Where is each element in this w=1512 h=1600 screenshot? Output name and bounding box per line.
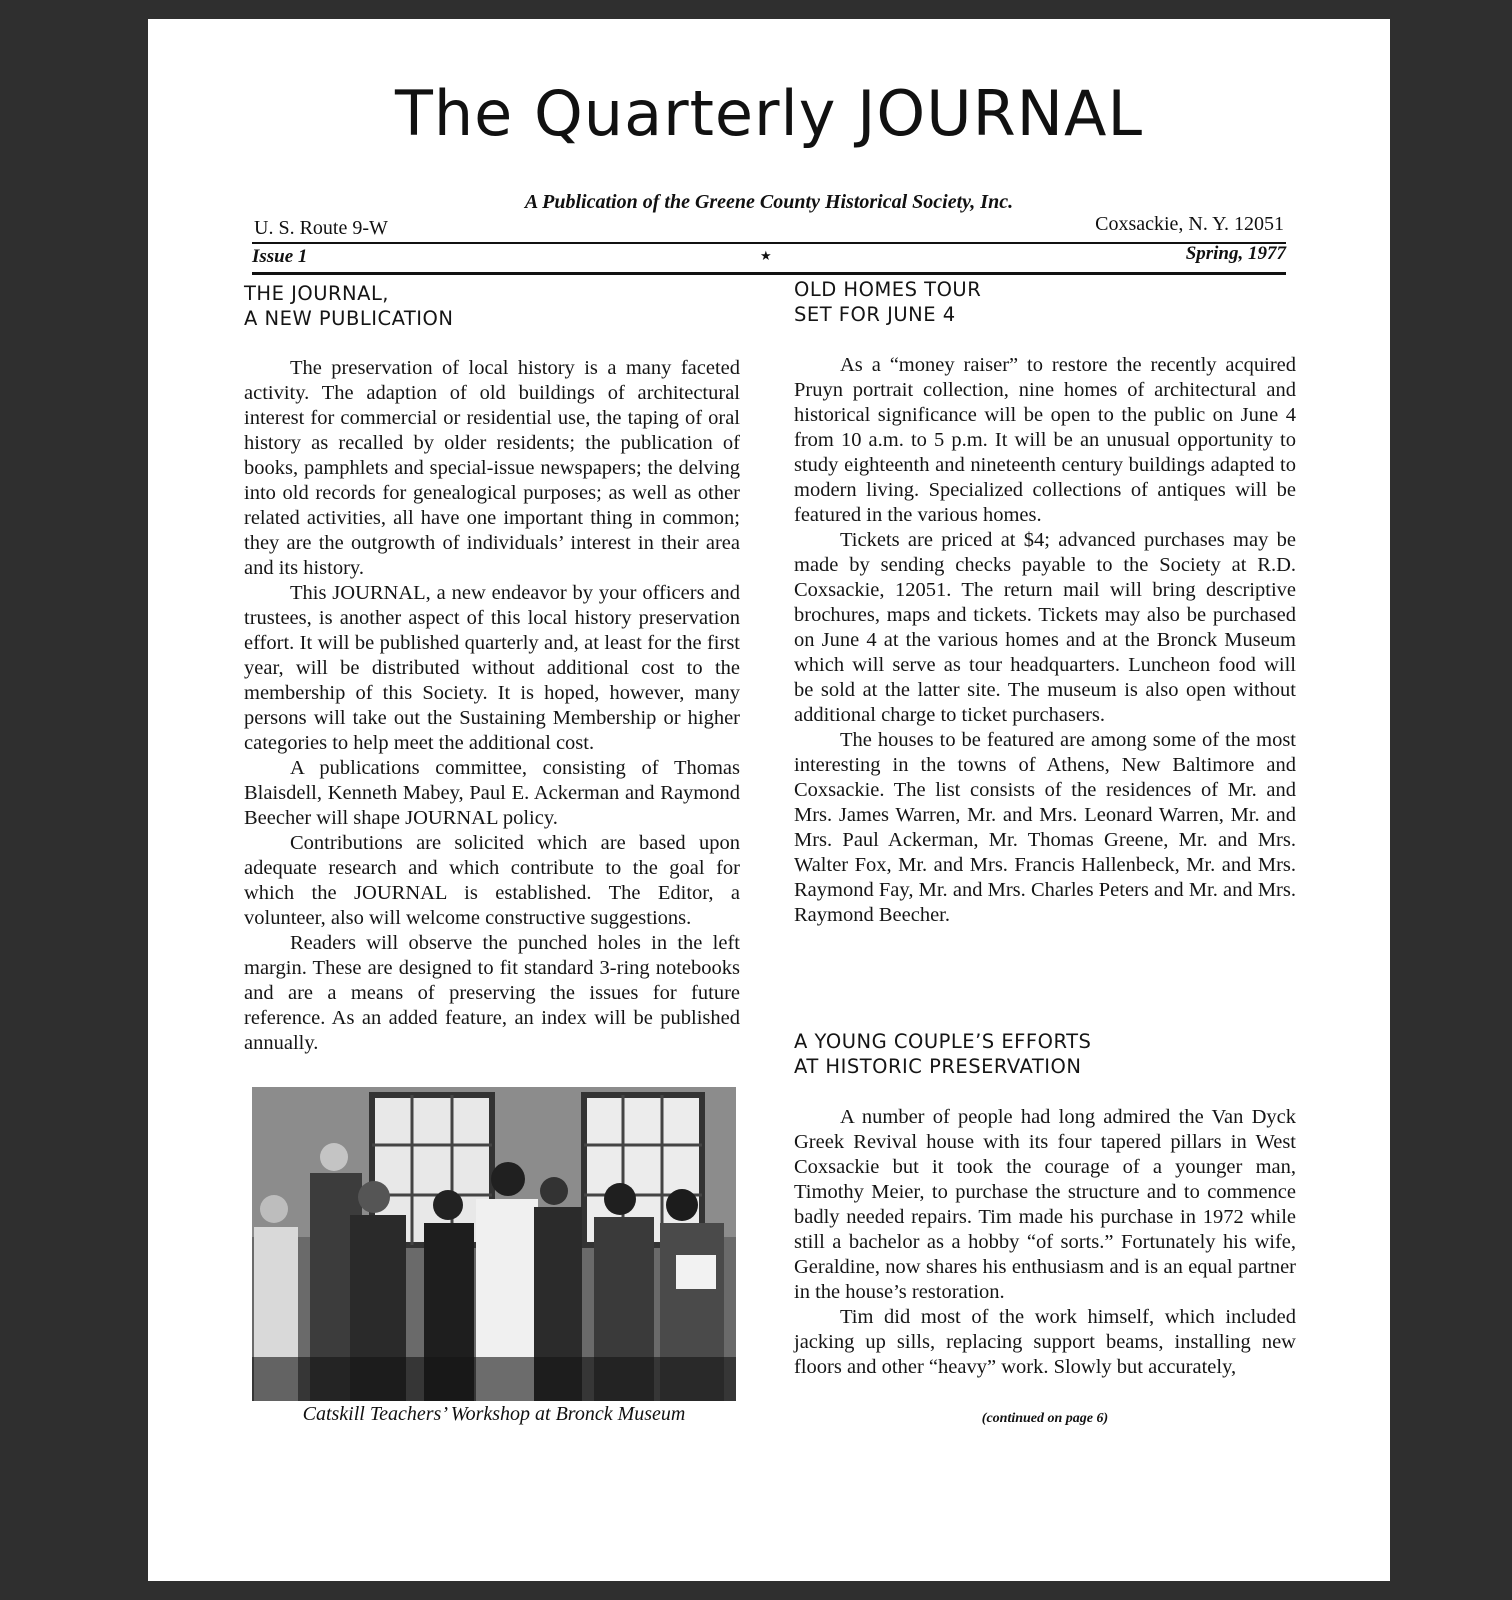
right-1-paragraph-3: The houses to be featured are among some of the most interesting in the towns of Athens, New Baltimore and Coxsackie. The list consists of the residences of Mr. and Mrs. James Warren, Mr. and Mrs. Leonard Warren, Mr. and Mrs. Paul Ackerman, Mr. Thomas Greene, Mr. and Mrs. Walter Fox, Mr. and Mrs. Francis Hallenbeck, Mr. and Mrs. Raymond Fay, Mr. and Mrs. Charles Peters and Mr. and Mrs. Raymond Beecher. [794, 729, 1296, 926]
address-left: U. S. Route 9-W [254, 217, 388, 239]
photo-caption: Catskill Teachers’ Workshop at Bronck Museum [302, 1403, 686, 1425]
masthead-rule-top [252, 242, 1286, 244]
continued-note: (continued on page 6) [981, 1411, 1109, 1426]
masthead-subtitle: A Publication of the Greene County Historical Society, Inc. [524, 191, 1014, 213]
left-headline-line-1: THE JOURNAL, [244, 282, 390, 305]
left-paragraph-4: Contributions are solicited which are based upon adequate research and which contribute to the goal for which the JOURNAL is established. The Editor, a volunteer, also will welcome constructive suggestions. [244, 832, 740, 929]
left-paragraph-2: This JOURNAL, a new endeavor by your officers and trustees, is another aspect of this local history preservation effort. It will be published quarterly and, at least for the first year, will be distributed without additional cost to the membership of this Society. It is hoped, however, many persons will take out the Sustaining Membership or higher categories to help meet the additional cost. [244, 582, 740, 754]
right-2-headline-line-2: AT HISTORIC PRESERVATION [794, 1055, 1082, 1078]
right-article-2-body [794, 1105, 1296, 1380]
left-article [244, 281, 740, 331]
right-article-1 [794, 277, 1296, 327]
right-article-1-body [794, 353, 1296, 928]
left-headline-line-2: A NEW PUBLICATION [244, 307, 454, 330]
right-1-headline-line-1: OLD HOMES TOUR [794, 278, 982, 301]
workshop-photo [252, 1087, 736, 1401]
address-right: Coxsackie, N. Y. 12051 [1095, 213, 1284, 235]
left-paragraph-3: A publications committee, consisting of Thomas Blaisdell, Kenneth Mabey, Paul E. Ackerman and Raymond Beecher will shape JOURNAL policy. [244, 757, 740, 829]
issue-season: Spring, 1977 [1185, 243, 1286, 264]
left-paragraph-1: The preservation of local history is a many faceted activity. The adaption of old buildings of architectural interest for commercial or residential use, the taping of oral history as recalled by older residents; the publication of books, pamphlets and special-issue newspapers; the delving into old records for genealogical purposes; as well as other related activities, all have one important thing in common; they are the outgrowth of individuals’ interest in their area and its history. [244, 357, 740, 579]
left-paragraph-5: Readers will observe the punched holes in the left margin. These are designed to fit standard 3-ring notebooks and are a means of preserving the issues for future reference. As an added feature, an index will be published annually. [244, 932, 740, 1054]
issue-number: Issue 1 [252, 246, 308, 267]
right-2-headline-line-1: A YOUNG COUPLE’S EFFORTS [794, 1030, 1092, 1053]
masthead-rule-bottom [252, 272, 1286, 275]
right-2-paragraph-1: A number of people had long admired the Van Dyck Greek Revival house with its four tapered pillars in West Coxsackie but it took the courage of a younger man, Timothy Meier, to purchase the structure and to commence badly needed repairs. Tim made his purchase in 1972 while still a bachelor as a hobby “of sorts.” Fortunately his wife, Geraldine, now shares his enthusiasm and is an equal partner in the house’s restoration. [794, 1106, 1296, 1303]
right-article-2 [794, 1029, 1296, 1079]
right-1-paragraph-2: Tickets are priced at $4; advanced purchases may be made by sending checks payable to the Society at R.D. Coxsackie, 12051. The return mail will bring descriptive brochures, maps and tickets. Tickets may also be purchased on June 4 at the various homes and at the Bronck Museum which will serve as tour headquarters. Luncheon food will be sold at the latter site. The museum is also open without additional charge to ticket purchasers. [794, 529, 1296, 726]
right-1-paragraph-1: As a “money raiser” to restore the recently acquired Pruyn portrait collection, nine homes of architectural and historical significance will be open to the public on June 4 from 10 a.m. to 5 p.m. It will be an unusual opportunity to study eighteenth and nineteenth century buildings adapted to modern living. Specialized collections of antiques will be featured in the various homes. [794, 354, 1296, 526]
right-1-headline-line-2: SET FOR JUNE 4 [794, 303, 956, 326]
workshop-photo-illustration [252, 1087, 736, 1401]
left-article-body [244, 356, 740, 1056]
star-icon: ★ [760, 249, 772, 264]
right-2-paragraph-2: Tim did most of the work himself, which included jacking up sills, replacing support beams, installing new floors and other “heavy” work. Slowly but accurately, [794, 1306, 1296, 1378]
masthead-title: The Quarterly JOURNAL [394, 77, 1144, 150]
newsletter-page [148, 19, 1390, 1581]
